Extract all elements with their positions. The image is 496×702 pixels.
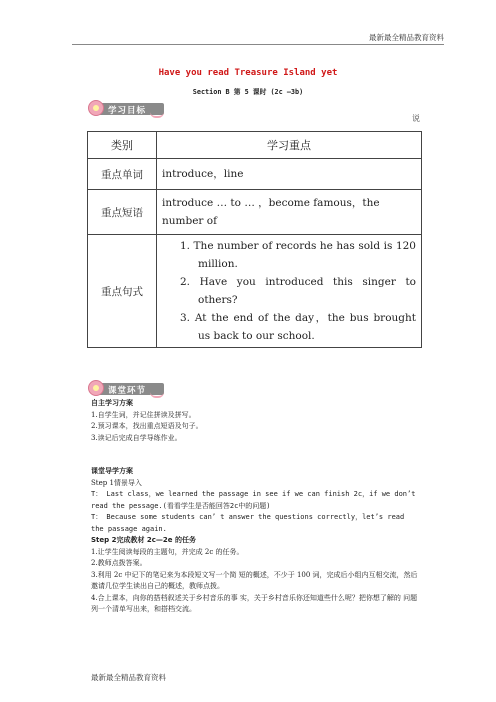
table-cell-category: 重点句式 (88, 235, 157, 348)
class-session-badge (88, 380, 166, 396)
table-cell-category: 重点短语 (88, 190, 157, 235)
key-sentence: 2. Have you introduced this singer to others? (180, 276, 416, 306)
step-heading: Step 2完成教材 2c—2e 的任务 (91, 536, 196, 544)
badge-label: 课堂环节 (108, 386, 147, 396)
step-heading: Step 1情景导入 (91, 478, 142, 487)
list-item: 3.利用 2c 中记下的笔记来为本段短文写一个简 短的概述，不少于 100 词，完成后小组内互相交流，然后邀请几位学生读出自己的概述，教师点拨。 (91, 570, 418, 590)
table-header-row (88, 132, 422, 159)
ribbon-tail (150, 112, 164, 118)
key-sentence: 3. At the end of the day，the bus brought us back to our school. (180, 312, 416, 342)
table-row (88, 159, 422, 190)
table-cell-content (157, 235, 422, 348)
table-cell-category: 重点单词 (88, 159, 157, 190)
table-header-focus: 学习重点 (157, 132, 422, 159)
key-sentence: 1. The number of records he has sold is 120 million. (180, 240, 416, 270)
list-item: 4.合上课本，向你的搭档叙述关于乡村音乐的事 实，关于乡村音乐你还知道些什么呢？把你想了解的 问题列一个清单写出来，和搭档交流。 (91, 593, 418, 613)
list-item: 2.预习课本，找出重点短语及句子。 (91, 422, 203, 430)
list-item: 1.让学生阅读每段的主题句，并完成 2c 的任务。 (91, 547, 244, 556)
list-item: 2.教师点拨答案。 (91, 559, 147, 567)
badge-label: 学习目标 (108, 106, 147, 116)
guided-section (91, 466, 421, 616)
document-title: Have you read Treasure Island yet (158, 68, 338, 78)
table-header-category: 类别 (88, 132, 157, 159)
teacher-line: T： Because some students can’ t answer the questions correctly，let’s read the passage again. (91, 513, 405, 533)
section-heading: 自主学习方案 (91, 399, 133, 407)
flower-icon (88, 100, 104, 116)
table-cell-content: introduce … to … ，become famous，the number of (157, 190, 422, 235)
table-cell-content: introduce，line (157, 159, 422, 190)
list-item: 3.读记后完成自学导练作业。 (91, 433, 182, 442)
teacher-line: T： Last class，we learned the passage in see if we can finish 2c，if we don’t read the pessage.(看看学生是否能回答2c中的问题) (91, 490, 416, 510)
list-item: 1.自学生词，并记住拼读及拼写。 (91, 410, 196, 419)
flower-icon (88, 380, 104, 396)
document-subtitle: Section B 第 5 课时 (2c —3b) (192, 88, 304, 96)
header-divider (72, 44, 444, 45)
table-row (88, 190, 422, 235)
learning-goals-table (87, 131, 422, 348)
self-study-section (91, 398, 421, 444)
learning-goals-badge (88, 100, 166, 116)
side-note: 说 (412, 114, 420, 123)
section-heading: 课堂导学方案 (91, 467, 133, 475)
page-footer: 最新最全精品教育资料 (91, 673, 166, 682)
page-header: 最新最全精品教育资料 (369, 33, 444, 42)
table-row (88, 235, 422, 348)
